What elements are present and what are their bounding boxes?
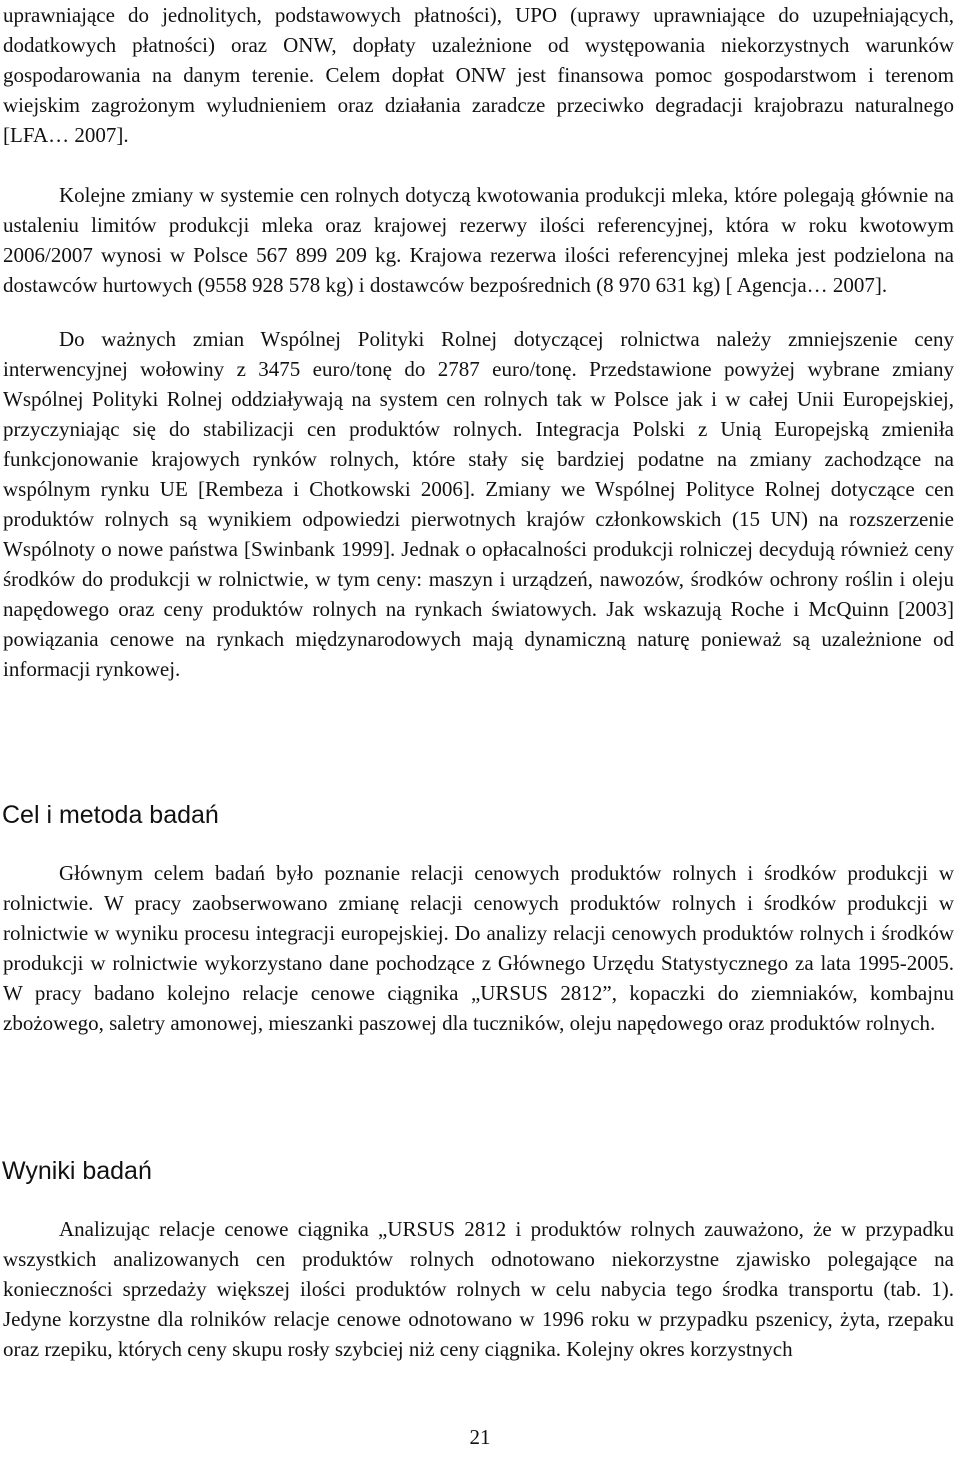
section-1-paragraph: Głównym celem badań było poznanie relacji cenowych produktów rolnych i środków produkcji w rolnictwie. W pracy zaobserwowano zmianę relacji cenowych produktów rolnych i środków produkcji w rolnictwie w wyniku procesu integracji europejskiej. Do analizy relacji cenowych produktów rolnych i środków produkcji w rolnictwie wykorzystano dane pochodzące z Głównego Urzędu Statystycznego za lata 1995-2005. W pracy badano kolejno relacje cenowe ciągnika „URSUS 2812”, kopaczki do ziemniaków, kombajnu zbożowego, saletry amonowej, mieszanki paszowej dla tuczników, oleju napędowego oraz produktów rolnych.: [3, 861, 954, 1035]
section-heading-cel-i-metoda: Cel i metoda badań: [2, 801, 219, 829]
page-number: 21: [469, 1425, 491, 1449]
section-heading-wyniki-badan: Wyniki badań: [2, 1157, 152, 1185]
section-2-paragraph: Analizując relacje cenowe ciągnika „URSUS 2812 i produktów rolnych zauważono, że w przypadku wszystkich analizowanych cen produktów rolnych odnotowano niekorzystne zjawisko polegające na konieczności sprzedaży większej ilości produktów rolnych w celu nabycia tego środka transportu (tab. 1). Jedyne korzystne dla rolników relacje cenowe odnotowano w 1996 roku w przypadku pszenicy, żyta, rzepaku oraz rzepiku, których ceny skupu rosły szybciej niż ceny ciągnika. Kolejny okres korzystnych: [3, 1217, 954, 1361]
body-paragraph-2: Kolejne zmiany w systemie cen rolnych dotyczą kwotowania produkcji mleka, które polegają głównie na ustaleniu limitów produkcji mleka oraz krajowej rezerwy ilości referencyjnej, która w roku kwotowym 2006/2007 wynosi w Polsce 567 899 209 kg. Krajowa rezerwa ilości referencyjnej mleka jest podzielona na dostawców hurtowych (9558 928 578 kg) i dostawców bezpośrednich (8 970 631 kg) [ Agencja… 2007].: [3, 183, 954, 297]
body-paragraph-3: Do ważnych zmian Wspólnej Polityki Rolnej dotyczącej rolnictwa należy zmniejszenie ceny interwencyjnej wołowiny z 3475 euro/tonę do 2787 euro/tonę. Przedstawione powyżej wybrane zmiany Wspólnej Polityki Rolnej oddziaływają na system cen rolnych tak w Polsce jak i w całej Unii Europejskiej, przyczyniając się do stabilizacji cen produktów rolnych. Integracja Polski z Unią Europejską zmieniła funkcjonowanie krajowych rynków rolnych, które stały się bardziej podatne na zmiany zachodzące na wspólnym rynku UE [Rembeza i Chotkowski 2006]. Zmiany we Wspólnej Polityce Rolnej dotyczące cen produktów rolnych są wynikiem odpowiedzi pierwotnych krajów członkowskich (15 UN) na rozszerzenie Wspólnoty o nowe państwa [Swinbank 1999]. Jednak o opłacalności produkcji rolniczej decydują również ceny środków do produkcji w rolnictwie, w tym ceny: maszyn i urządzeń, nawozów, środków ochrony roślin i oleju napędowego oraz ceny produktów rolnych na rynkach światowych. Jak wskazują Roche i McQuinn [2003] powiązania cenowe na rynkach międzynarodowych mają dynamiczną naturę ponieważ są uzależnione od informacji rynkowej.: [3, 327, 954, 681]
body-paragraph-1: uprawniające do jednolitych, podstawowych płatności), UPO (uprawy uprawniające do uzupełniających, dodatkowych płatności) oraz ONW, dopłaty uzależnione od występowania niekorzystnych warunków gospodarowania na danym terenie. Celem dopłat ONW jest finansowa pomoc gospodarstwom i terenom wiejskim zagrożonym wyludnieniem oraz działania zaradcze przeciwko degradacji krajobrazu naturalnego [LFA… 2007].: [3, 3, 954, 147]
